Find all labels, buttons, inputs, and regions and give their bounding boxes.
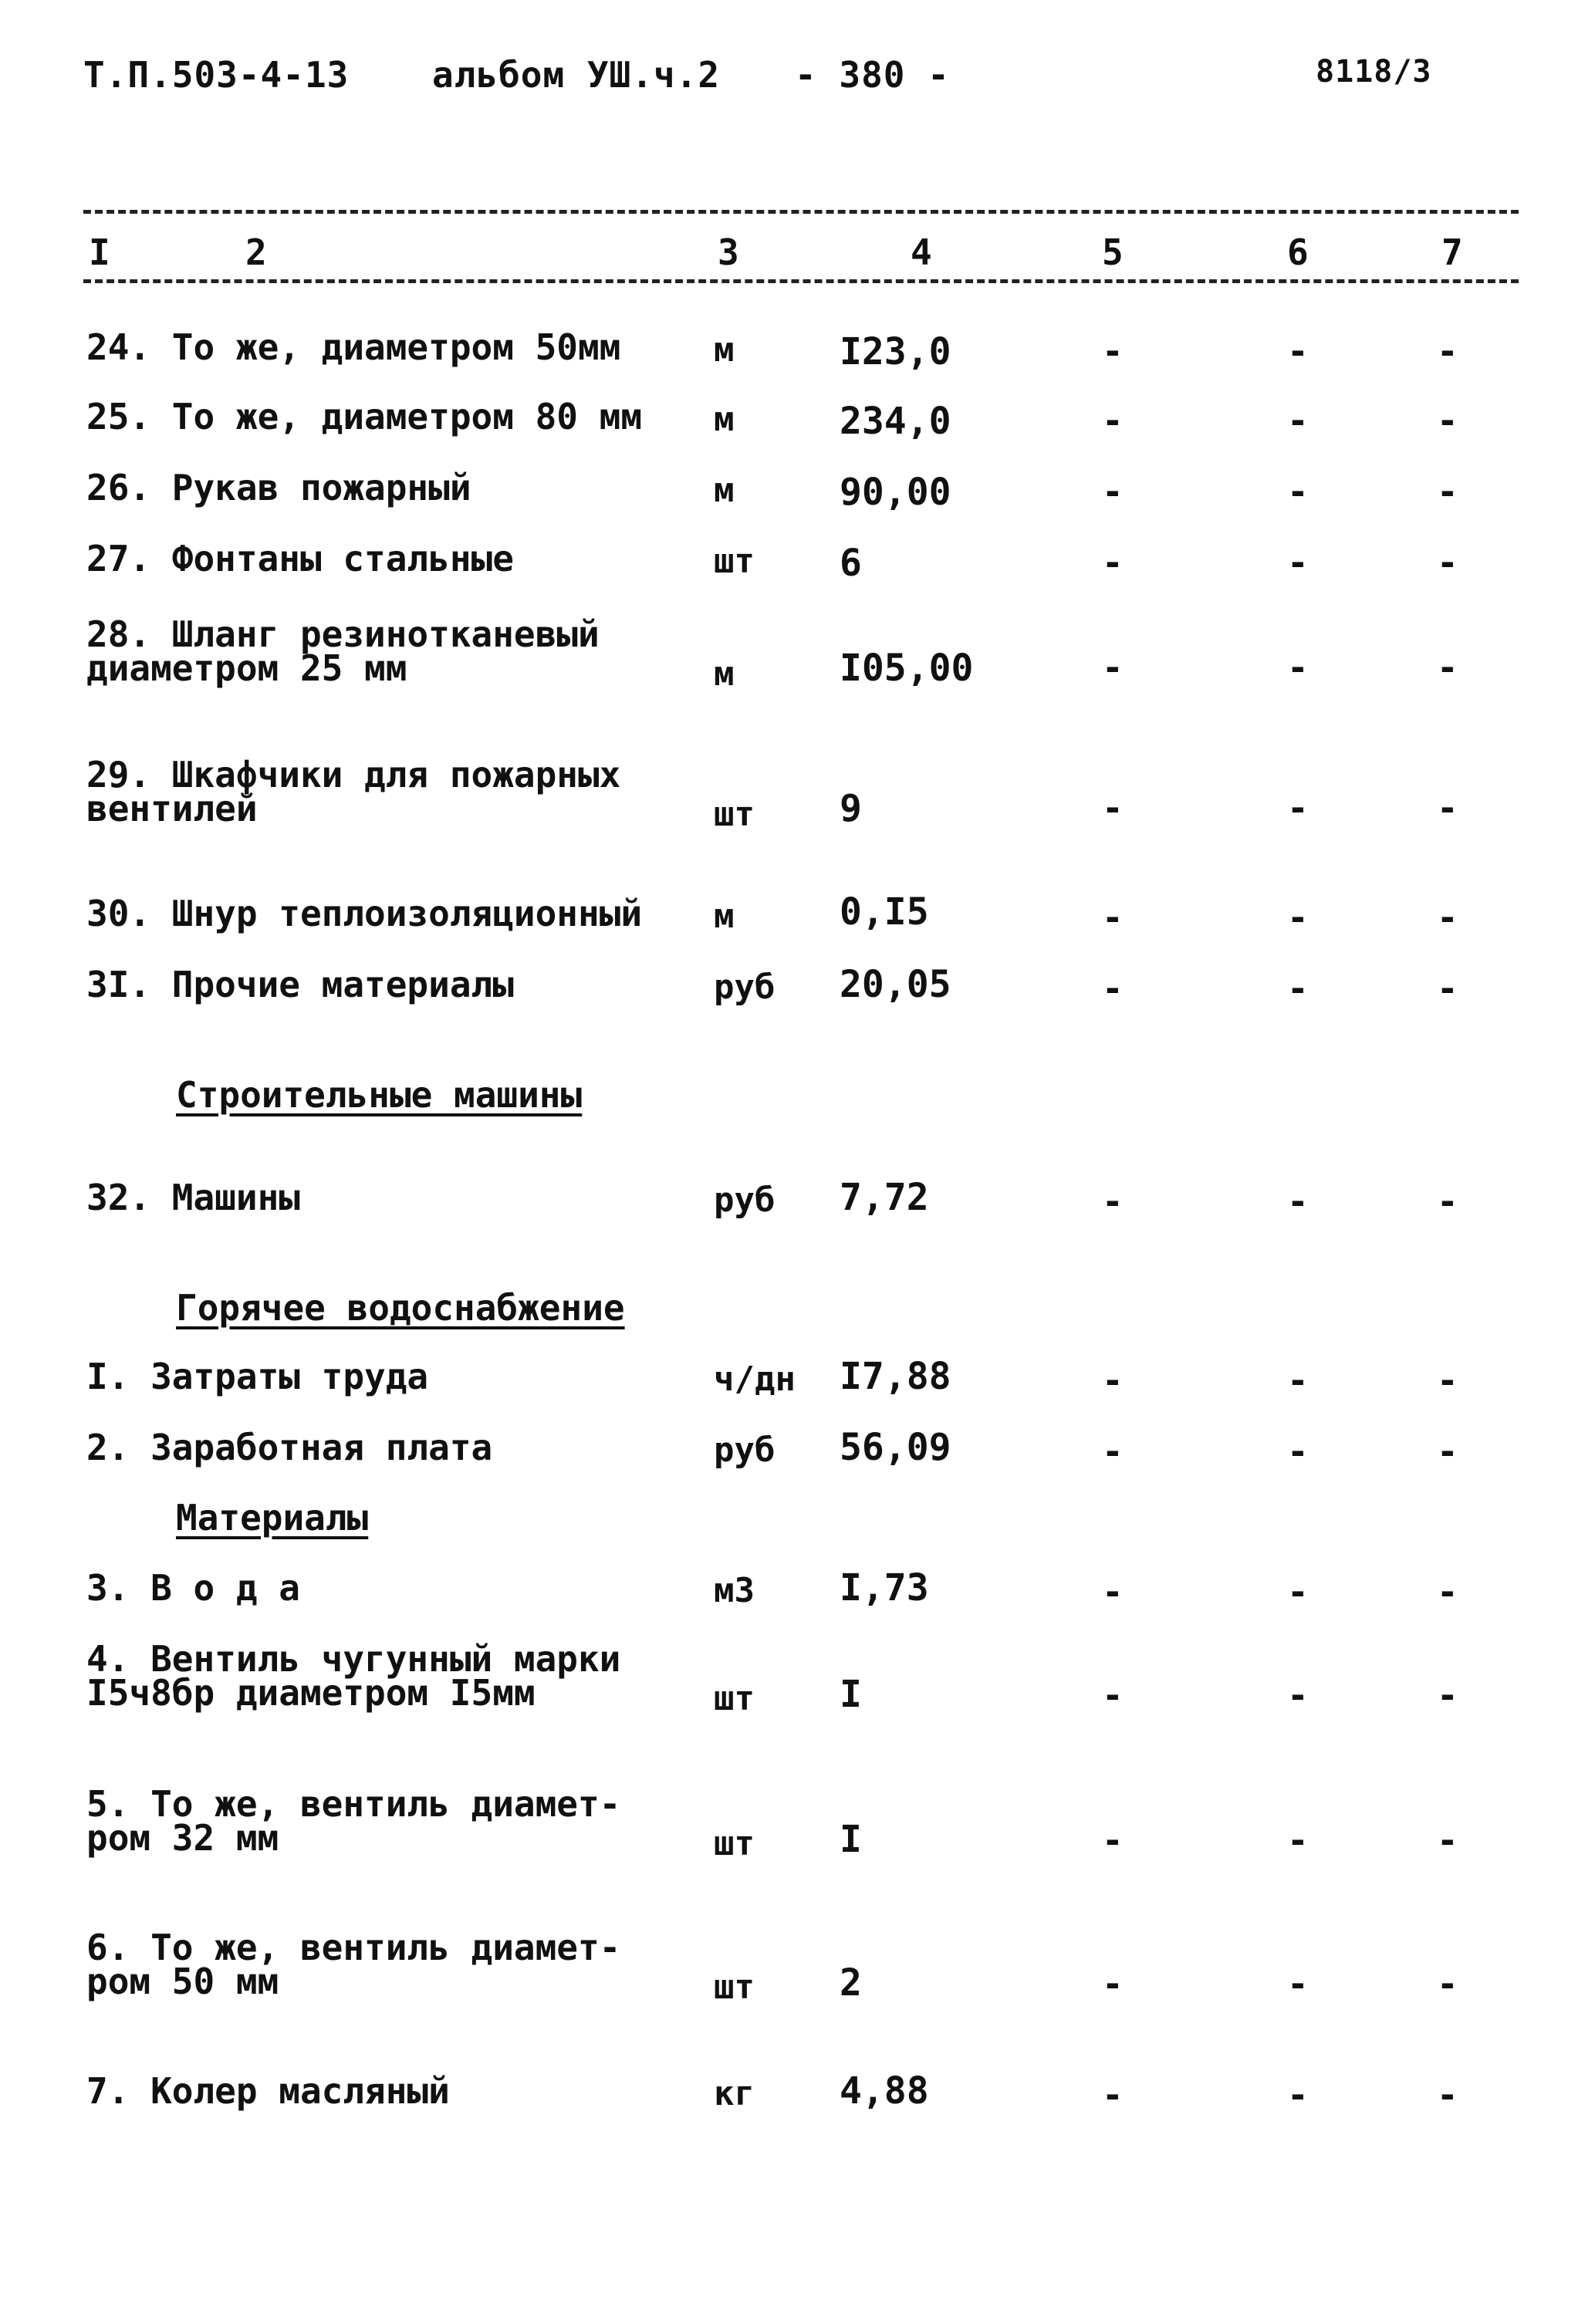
- col7-cell: -: [1437, 897, 1458, 938]
- quantity-cell: 4,88: [840, 2069, 929, 2113]
- item-number: 24.: [86, 326, 151, 368]
- item-number: 26.: [86, 467, 151, 508]
- quantity-cell: I23,0: [840, 330, 951, 373]
- item-text: В о д а: [150, 1567, 300, 1609]
- unit-cell: м3: [714, 1571, 755, 1610]
- col7-cell: -: [1437, 400, 1458, 441]
- quantity-cell: 0,I5: [840, 890, 929, 934]
- col-number-5: 5: [1102, 231, 1124, 273]
- quantity-cell: 234,0: [840, 400, 951, 443]
- section-heading-hot-water: Горячее водоснабжение: [176, 1287, 625, 1329]
- col6-cell: -: [1287, 1963, 1309, 2005]
- item-text: Фонтаны стальные: [171, 538, 514, 579]
- item-name: [86, 467, 688, 508]
- unit-cell: руб: [714, 1181, 776, 1220]
- unit-cell: шт: [714, 542, 755, 581]
- col6-cell: -: [1287, 1571, 1309, 1613]
- album-label: альбом УШ.ч.2: [432, 54, 721, 96]
- col-number-3: 3: [718, 231, 739, 273]
- item-text: То же, диаметром 50мм: [171, 326, 621, 368]
- page-number: - 380 -: [795, 54, 950, 96]
- col-number-4: 4: [911, 231, 932, 273]
- col7-cell: -: [1437, 1571, 1458, 1613]
- col6-cell: -: [1287, 1431, 1309, 1472]
- col7-cell: -: [1437, 542, 1458, 583]
- col5-cell: -: [1102, 1571, 1124, 1613]
- quantity-cell: 6: [840, 542, 862, 585]
- section-heading-materials: Материалы: [176, 1497, 369, 1539]
- item-text: Шланг резинотканевый диаметром 25 мм: [86, 613, 600, 689]
- col7-cell: -: [1437, 968, 1458, 1009]
- sheet-number: 8118/3: [1316, 54, 1432, 90]
- col6-cell: -: [1287, 471, 1309, 512]
- item-number: 7.: [86, 2070, 130, 2112]
- item-name: [86, 893, 688, 934]
- col6-cell: -: [1287, 968, 1309, 1009]
- item-name: [86, 326, 688, 368]
- col7-cell: -: [1437, 1819, 1458, 1861]
- quantity-cell: I7,88: [840, 1355, 951, 1398]
- col-number-6: 6: [1287, 231, 1309, 273]
- item-name: [86, 754, 688, 829]
- item-text: Шнур теплоизоляционный: [171, 893, 643, 934]
- item-number: 4.: [86, 1638, 130, 1680]
- col6-cell: -: [1287, 1360, 1309, 1401]
- item-text: Машины: [171, 1177, 300, 1218]
- unit-cell: м: [714, 897, 735, 936]
- item-number: 25.: [86, 396, 151, 437]
- item-text: Шкафчики для пожарных вентилей: [86, 754, 621, 829]
- item-text: Колер масляный: [150, 2070, 450, 2112]
- quantity-cell: 9: [840, 787, 862, 830]
- col5-cell: -: [1102, 2074, 1124, 2116]
- col5-cell: -: [1102, 1674, 1124, 1716]
- doc-code: Т.П.503-4-13: [83, 54, 350, 96]
- col5-cell: -: [1102, 647, 1124, 688]
- col5-cell: -: [1102, 330, 1124, 372]
- item-name: [86, 1567, 688, 1609]
- col5-cell: -: [1102, 1181, 1124, 1222]
- unit-cell: м: [714, 330, 735, 370]
- unit-cell: шт: [714, 1824, 755, 1863]
- col5-cell: -: [1102, 1431, 1124, 1472]
- col6-cell: -: [1287, 897, 1309, 938]
- item-text: То же, вентиль диамет- ром 50 мм: [86, 1927, 621, 2002]
- col-number-1: I: [89, 231, 110, 273]
- quantity-cell: I05,00: [840, 647, 974, 690]
- unit-cell: ч/дн: [714, 1360, 796, 1399]
- col7-cell: -: [1437, 787, 1458, 829]
- col5-cell: -: [1102, 471, 1124, 512]
- col6-cell: -: [1287, 647, 1309, 688]
- col7-cell: -: [1437, 330, 1458, 372]
- col6-cell: -: [1287, 1819, 1309, 1861]
- item-text: Заработная плата: [150, 1427, 493, 1468]
- col6-cell: -: [1287, 2074, 1309, 2116]
- col6-cell: -: [1287, 787, 1309, 829]
- item-number: I.: [86, 1356, 130, 1397]
- item-name: [86, 1783, 688, 1859]
- col5-cell: -: [1102, 787, 1124, 829]
- unit-cell: кг: [714, 2074, 755, 2113]
- unit-cell: м: [714, 471, 735, 510]
- col5-cell: -: [1102, 1360, 1124, 1401]
- item-number: 3I.: [86, 964, 151, 1005]
- unit-cell: м: [714, 400, 735, 439]
- item-number: 28.: [86, 613, 151, 655]
- item-name: [86, 396, 688, 437]
- col7-cell: -: [1437, 1431, 1458, 1472]
- col5-cell: -: [1102, 400, 1124, 441]
- col6-cell: -: [1287, 542, 1309, 583]
- item-number: 3.: [86, 1567, 130, 1609]
- unit-cell: руб: [714, 1431, 776, 1470]
- col5-cell: -: [1102, 968, 1124, 1009]
- item-name: [86, 1638, 688, 1714]
- unit-cell: шт: [714, 1968, 755, 2007]
- col7-cell: -: [1437, 1674, 1458, 1716]
- section-heading-machines: Строительные машины: [176, 1074, 583, 1116]
- col5-cell: -: [1102, 542, 1124, 583]
- col7-cell: -: [1437, 647, 1458, 688]
- col5-cell: -: [1102, 1819, 1124, 1861]
- unit-cell: шт: [714, 795, 755, 834]
- quantity-cell: 2: [840, 1961, 862, 2005]
- quantity-cell: 20,05: [840, 963, 951, 1006]
- item-text: То же, диаметром 80 мм: [171, 396, 643, 437]
- quantity-cell: I: [840, 1673, 862, 1716]
- col6-cell: -: [1287, 400, 1309, 441]
- item-number: 5.: [86, 1783, 130, 1825]
- item-name: [86, 964, 688, 1005]
- col7-cell: -: [1437, 1963, 1458, 2005]
- item-number: 2.: [86, 1427, 130, 1468]
- unit-cell: м: [714, 654, 735, 694]
- item-name: [86, 2070, 688, 2112]
- item-name: [86, 1356, 688, 1397]
- item-text: То же, вентиль диамет- ром 32 мм: [86, 1783, 621, 1859]
- col6-cell: -: [1287, 330, 1309, 372]
- quantity-cell: 56,09: [840, 1426, 951, 1469]
- col7-cell: -: [1437, 1181, 1458, 1222]
- item-text: Рукав пожарный: [171, 467, 471, 508]
- col5-cell: -: [1102, 1963, 1124, 2005]
- item-number: 27.: [86, 538, 151, 579]
- unit-cell: руб: [714, 968, 776, 1007]
- col-number-7: 7: [1441, 231, 1463, 273]
- quantity-cell: I: [840, 1818, 862, 1861]
- col-number-2: 2: [245, 231, 267, 273]
- quantity-cell: I,73: [840, 1566, 929, 1610]
- item-number: 29.: [86, 754, 151, 795]
- item-name: [86, 1177, 688, 1218]
- quantity-cell: 90,00: [840, 471, 951, 514]
- col6-cell: -: [1287, 1181, 1309, 1222]
- unit-cell: шт: [714, 1679, 755, 1718]
- item-text: Затраты труда: [150, 1356, 429, 1397]
- item-name: [86, 1927, 688, 2002]
- item-number: 6.: [86, 1927, 130, 1968]
- col7-cell: -: [1437, 471, 1458, 512]
- item-number: 32.: [86, 1177, 151, 1218]
- item-text: Вентиль чугунный марки I5ч8бр диаметром I5мм: [86, 1638, 621, 1714]
- item-name: [86, 1427, 688, 1468]
- col7-cell: -: [1437, 2074, 1458, 2116]
- item-name: [86, 538, 688, 579]
- col7-cell: -: [1437, 1360, 1458, 1401]
- item-number: 30.: [86, 893, 151, 934]
- col5-cell: -: [1102, 897, 1124, 938]
- quantity-cell: 7,72: [840, 1176, 929, 1219]
- item-text: Прочие материалы: [171, 964, 514, 1005]
- item-name: [86, 613, 688, 689]
- col6-cell: -: [1287, 1674, 1309, 1716]
